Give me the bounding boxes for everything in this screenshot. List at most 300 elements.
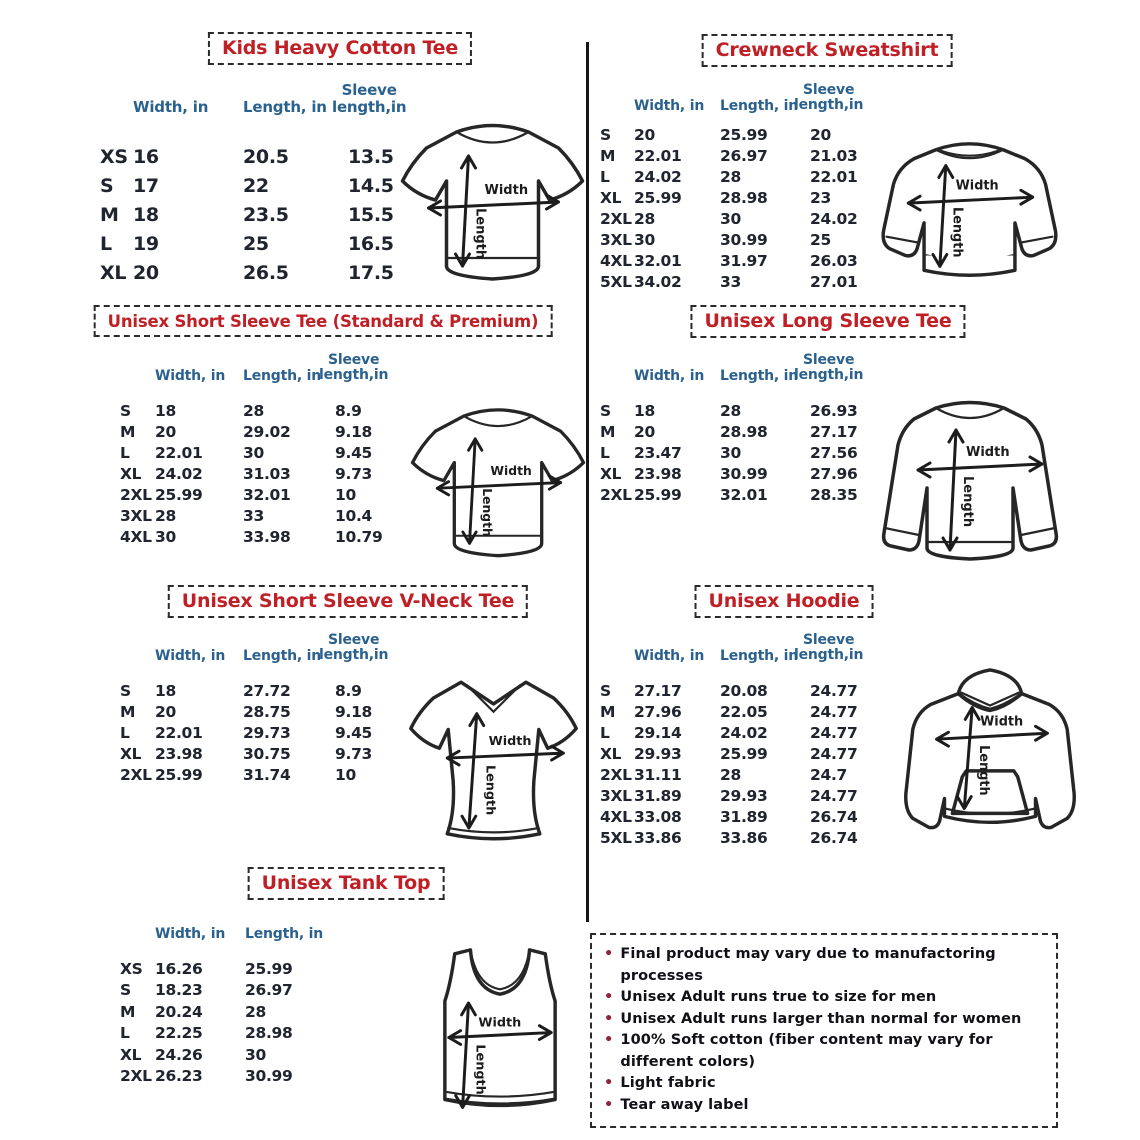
size-label: L xyxy=(120,723,130,742)
table-row xyxy=(600,701,898,722)
size-table xyxy=(600,400,898,505)
width-value: 28 xyxy=(634,209,655,228)
length-value: 33.98 xyxy=(243,527,291,546)
length-value: 25.99 xyxy=(720,125,768,144)
length-arrow-label: Length xyxy=(479,488,494,537)
size-table xyxy=(120,400,415,547)
length-value: 30.99 xyxy=(720,464,768,483)
length-value: 28.98 xyxy=(245,1024,293,1043)
size-label: L xyxy=(100,232,112,255)
table-row xyxy=(600,463,898,484)
size-label: XS xyxy=(100,145,128,168)
sleeve-value: 25 xyxy=(810,230,831,249)
table-row xyxy=(100,171,426,200)
length-value: 30 xyxy=(720,209,741,228)
width-value: 25.99 xyxy=(634,188,682,207)
length-value: 32.01 xyxy=(243,485,291,504)
table-row xyxy=(600,250,898,271)
length-value: 26.97 xyxy=(720,146,768,165)
column-header-length: Length, in xyxy=(720,648,799,664)
sleeve-value: 27.17 xyxy=(810,422,858,441)
section-title: Crewneck Sweatshirt xyxy=(702,34,953,67)
size-label: L xyxy=(600,723,610,742)
column-header-width: Width, in xyxy=(634,648,705,664)
section-title: Unisex Long Sleeve Tee xyxy=(690,305,965,338)
size-label: 2XL xyxy=(600,765,632,784)
table-row xyxy=(120,526,415,547)
width-value: 25.99 xyxy=(155,765,203,784)
table-row xyxy=(120,1066,335,1088)
width-arrow-label: Width xyxy=(980,714,1024,730)
section-crewneck-sweatshirt xyxy=(595,28,1100,303)
length-value: 30.99 xyxy=(720,230,768,249)
width-arrow-label: Width xyxy=(955,178,999,194)
sleeve-value: 8.9 xyxy=(335,401,362,420)
size-label: XL xyxy=(100,261,127,284)
width-value: 25.99 xyxy=(155,485,203,504)
note-item xyxy=(604,1073,1044,1095)
sleeve-value: 24.77 xyxy=(810,702,858,721)
note-item xyxy=(604,1095,1044,1117)
width-value: 30 xyxy=(634,230,655,249)
length-value: 22.05 xyxy=(720,702,768,721)
width-value: 20 xyxy=(155,422,176,441)
column-header-width: Width, in xyxy=(133,98,209,116)
sleeve-value: 9.18 xyxy=(335,422,373,441)
table-row xyxy=(600,229,898,250)
size-label: S xyxy=(120,681,131,700)
sleeve-value: 14.5 xyxy=(348,174,394,197)
sleeve-value: 16.5 xyxy=(348,232,394,255)
sleeve-value: 9.45 xyxy=(335,723,373,742)
sleeve-value: 8.9 xyxy=(335,681,362,700)
length-arrow-label: Length xyxy=(482,764,498,816)
table-header xyxy=(600,78,898,114)
note-item xyxy=(604,944,1044,987)
sleeve-value: 10 xyxy=(335,485,356,504)
section-unisex-v-neck-tee xyxy=(85,580,590,860)
section-title: Unisex Short Sleeve V-Neck Tee xyxy=(168,585,528,618)
note-text: Final product may vary due to manufactoring processes xyxy=(620,946,996,984)
length-value: 23.5 xyxy=(243,203,289,226)
table-header xyxy=(120,914,335,942)
width-value: 23.98 xyxy=(155,744,203,763)
table-header xyxy=(120,348,415,384)
length-value: 24.02 xyxy=(720,723,768,742)
size-label: M xyxy=(120,702,136,721)
sleeve-value: 27.01 xyxy=(810,272,858,291)
bullet-icon: • xyxy=(604,1010,614,1027)
length-value: 31.74 xyxy=(243,765,291,784)
width-value: 31.11 xyxy=(634,765,682,784)
sleeve-value: 17.5 xyxy=(348,261,394,284)
v-neck-tee-illustration xyxy=(398,662,590,860)
column-header-sleeve: Sleeve length,in xyxy=(794,351,864,384)
column-header-length: Length, in xyxy=(243,648,322,664)
width-value: 30 xyxy=(155,527,176,546)
table-row xyxy=(120,484,415,505)
table-row xyxy=(120,1001,335,1023)
size-label: 5XL xyxy=(600,272,632,291)
size-table xyxy=(600,680,898,848)
width-value: 22.01 xyxy=(155,723,203,742)
width-value: 18 xyxy=(155,401,176,420)
sleeve-value: 9.73 xyxy=(335,464,373,483)
size-label: 5XL xyxy=(600,828,632,847)
section-title: Unisex Tank Top xyxy=(248,867,445,900)
width-arrow-label: Width xyxy=(478,1015,522,1031)
sleeve-value: 24.77 xyxy=(810,786,858,805)
table-row xyxy=(600,400,898,421)
size-table xyxy=(600,124,898,292)
width-value: 22.01 xyxy=(155,443,203,462)
width-value: 34.02 xyxy=(634,272,682,291)
section-unisex-hoodie xyxy=(595,580,1105,860)
length-value: 31.03 xyxy=(243,464,291,483)
table-header xyxy=(120,628,415,664)
column-header-sleeve: Sleeve length,in xyxy=(794,81,864,114)
size-label: 3XL xyxy=(600,786,632,805)
width-value: 23.98 xyxy=(634,464,682,483)
length-arrow-label: Length xyxy=(472,208,488,260)
column-header-sleeve: Sleeve length,in xyxy=(794,631,864,664)
size-label: 4XL xyxy=(600,807,632,826)
table-row xyxy=(120,1044,335,1066)
width-value: 33.86 xyxy=(634,828,682,847)
table-header xyxy=(100,80,426,116)
width-value: 20 xyxy=(634,422,655,441)
width-value: 22.01 xyxy=(634,146,682,165)
length-value: 31.97 xyxy=(720,251,768,270)
table-row xyxy=(600,208,898,229)
length-value: 28 xyxy=(245,1002,266,1021)
size-label: M xyxy=(600,422,616,441)
table-row xyxy=(600,145,898,166)
table-row xyxy=(120,421,415,442)
bullet-icon: • xyxy=(604,1096,614,1113)
sleeve-value: 24.02 xyxy=(810,209,858,228)
length-value: 30 xyxy=(245,1045,266,1064)
width-value: 31.89 xyxy=(634,786,682,805)
length-value: 26.97 xyxy=(245,981,293,1000)
sleeve-value: 26.93 xyxy=(810,401,858,420)
table-row xyxy=(600,421,898,442)
column-header-sleeve: Sleeve length,in xyxy=(319,351,389,384)
sleeve-value: 26.74 xyxy=(810,828,858,847)
width-arrow-label: Width xyxy=(484,183,529,198)
width-value: 18 xyxy=(634,401,655,420)
length-value: 30 xyxy=(720,443,741,462)
section-title: Kids Heavy Cotton Tee xyxy=(208,32,472,65)
table-row xyxy=(600,743,898,764)
table-row xyxy=(600,680,898,701)
table-row xyxy=(600,271,898,292)
size-label: 4XL xyxy=(120,527,152,546)
size-label: M xyxy=(600,702,616,721)
section-unisex-tank-top xyxy=(85,862,590,1140)
width-value: 17 xyxy=(133,174,159,197)
notes-box xyxy=(590,933,1058,1128)
size-label: L xyxy=(600,443,610,462)
width-arrow-label: Width xyxy=(488,734,532,750)
width-value: 20 xyxy=(634,125,655,144)
bullet-icon: • xyxy=(604,1032,614,1048)
length-value: 28 xyxy=(720,765,741,784)
column-header-width: Width, in xyxy=(155,648,226,664)
width-value: 24.02 xyxy=(155,464,203,483)
table-row xyxy=(600,124,898,145)
column-header-sleeve: Sleeve length,in xyxy=(319,631,389,664)
table-row xyxy=(600,827,898,848)
table-row xyxy=(600,785,898,806)
width-value: 16 xyxy=(133,145,159,168)
table-row xyxy=(600,166,898,187)
width-value: 24.26 xyxy=(155,1045,203,1064)
sleeve-value: 10.79 xyxy=(335,527,383,546)
table-row xyxy=(600,187,898,208)
size-label: M xyxy=(600,146,616,165)
sleeve-value: 22.01 xyxy=(810,167,858,186)
note-item xyxy=(604,1009,1044,1031)
size-label: 3XL xyxy=(600,230,632,249)
length-arrow-label: Length xyxy=(976,745,992,796)
length-value: 32.01 xyxy=(720,485,768,504)
size-label: 2XL xyxy=(600,485,632,504)
column-header-length: Length, in xyxy=(245,926,324,942)
sleeve-value: 28.35 xyxy=(810,485,858,504)
table-row xyxy=(120,1023,335,1045)
column-header-length: Length, in xyxy=(243,98,327,116)
note-text: Light fabric xyxy=(620,1075,716,1091)
table-row xyxy=(120,958,335,980)
tank-top-illustration xyxy=(420,942,580,1134)
table-row xyxy=(120,722,415,743)
width-value: 28 xyxy=(155,506,176,525)
column-header-width: Width, in xyxy=(634,98,705,114)
width-value: 33.08 xyxy=(634,807,682,826)
column-header-length: Length, in xyxy=(243,368,322,384)
column-header-length: Length, in xyxy=(720,368,799,384)
sleeve-value: 15.5 xyxy=(348,203,394,226)
sleeve-value: 20 xyxy=(810,125,831,144)
sleeve-value: 10 xyxy=(335,765,356,784)
size-label: L xyxy=(120,1024,130,1043)
width-value: 24.02 xyxy=(634,167,682,186)
sleeve-value: 26.74 xyxy=(810,807,858,826)
note-text: Tear away label xyxy=(620,1096,749,1113)
width-value: 25.99 xyxy=(634,485,682,504)
table-row xyxy=(120,980,335,1002)
size-label: S xyxy=(120,981,131,1000)
section-kids-heavy-cotton-tee xyxy=(90,28,590,298)
hoodie-illustration xyxy=(878,660,1103,853)
size-label: XL xyxy=(600,188,622,207)
sleeve-value: 21.03 xyxy=(810,146,858,165)
size-label: 4XL xyxy=(600,251,632,270)
column-header-sleeve: Sleeve length,in xyxy=(332,81,407,117)
length-value: 25 xyxy=(243,232,269,255)
width-value: 18.23 xyxy=(155,981,203,1000)
size-label: L xyxy=(120,443,130,462)
width-value: 20.24 xyxy=(155,1002,203,1021)
width-value: 20 xyxy=(155,702,176,721)
note-item xyxy=(604,1030,1044,1073)
length-value: 33 xyxy=(720,272,741,291)
sleeve-value: 24.77 xyxy=(810,681,858,700)
size-label: S xyxy=(600,681,611,700)
note-text: Unisex Adult runs true to size for men xyxy=(620,989,937,1005)
length-value: 29.02 xyxy=(243,422,291,441)
width-arrow-label: Width xyxy=(490,463,532,478)
sleeve-value: 26.03 xyxy=(810,251,858,270)
size-label: 2XL xyxy=(120,485,152,504)
column-header-width: Width, in xyxy=(634,368,705,384)
size-table xyxy=(100,142,426,287)
size-label: M xyxy=(120,1002,136,1021)
sleeve-value: 9.73 xyxy=(335,744,373,763)
length-value: 28.98 xyxy=(720,188,768,207)
length-value: 25.99 xyxy=(245,959,293,978)
size-label: L xyxy=(600,167,610,186)
length-value: 33 xyxy=(243,506,264,525)
section-title: Unisex Hoodie xyxy=(695,585,874,618)
sleeve-value: 24.77 xyxy=(810,744,858,763)
table-row xyxy=(120,400,415,421)
table-row xyxy=(120,505,415,526)
table-header xyxy=(600,348,898,384)
table-row xyxy=(600,484,898,505)
length-arrow-label: Length xyxy=(960,476,975,528)
length-value: 31.89 xyxy=(720,807,768,826)
note-text: Unisex Adult runs larger than normal for women xyxy=(620,1010,1022,1027)
table-row xyxy=(600,722,898,743)
length-value: 30.75 xyxy=(243,744,291,763)
sleeve-value: 9.45 xyxy=(335,443,373,462)
size-label: XL xyxy=(600,464,622,483)
table-row xyxy=(120,463,415,484)
sleeve-value: 27.96 xyxy=(810,464,858,483)
bullet-icon: • xyxy=(604,989,614,1005)
table-row xyxy=(600,806,898,827)
sleeve-value: 10.4 xyxy=(335,506,373,525)
sleeve-value: 9.18 xyxy=(335,702,373,721)
table-row xyxy=(120,764,415,785)
table-row xyxy=(100,142,426,171)
width-value: 19 xyxy=(133,232,159,255)
width-value: 29.14 xyxy=(634,723,682,742)
section-title: Unisex Short Sleeve Tee (Standard & Premium) xyxy=(94,305,553,337)
size-label: 2XL xyxy=(120,765,152,784)
length-value: 28.75 xyxy=(243,702,291,721)
length-value: 20.5 xyxy=(243,145,289,168)
length-value: 29.73 xyxy=(243,723,291,742)
tee-illustration xyxy=(403,392,593,575)
length-arrow-label: Length xyxy=(472,1044,488,1095)
size-label: M xyxy=(100,203,119,226)
length-value: 30.99 xyxy=(245,1067,293,1086)
size-label: XL xyxy=(120,744,142,763)
length-value: 28.98 xyxy=(720,422,768,441)
size-label: XL xyxy=(120,1045,142,1064)
sleeve-value: 24.77 xyxy=(810,723,858,742)
section-unisex-short-sleeve-tee xyxy=(85,300,590,578)
width-value: 18 xyxy=(155,681,176,700)
width-value: 26.23 xyxy=(155,1067,203,1086)
width-value: 29.93 xyxy=(634,744,682,763)
column-header-length: Length, in xyxy=(720,98,799,114)
length-arrow-label: Length xyxy=(949,207,965,258)
size-label: 2XL xyxy=(600,209,632,228)
bullet-icon: • xyxy=(604,1075,614,1091)
table-row xyxy=(100,200,426,229)
table-row xyxy=(100,258,426,287)
length-value: 20.08 xyxy=(720,681,768,700)
size-label: 2XL xyxy=(120,1067,152,1086)
size-label: M xyxy=(120,422,136,441)
width-value: 22.25 xyxy=(155,1024,203,1043)
length-value: 25.99 xyxy=(720,744,768,763)
sleeve-value: 27.56 xyxy=(810,443,858,462)
length-value: 29.93 xyxy=(720,786,768,805)
size-label: 3XL xyxy=(120,506,152,525)
width-arrow-label: Width xyxy=(966,445,1010,460)
long-sleeve-tee-illustration xyxy=(858,388,1088,578)
width-value: 18 xyxy=(133,203,159,226)
section-unisex-long-sleeve-tee xyxy=(595,300,1100,578)
width-value: 20 xyxy=(133,261,159,284)
column-header-width: Width, in xyxy=(155,368,226,384)
note-item xyxy=(604,987,1044,1009)
length-value: 28 xyxy=(243,401,264,420)
table-row xyxy=(120,442,415,463)
width-value: 23.47 xyxy=(634,443,682,462)
width-value: 27.17 xyxy=(634,681,682,700)
size-table xyxy=(120,958,335,1087)
table-row xyxy=(100,229,426,258)
size-label: S xyxy=(120,401,131,420)
size-label: S xyxy=(100,174,114,197)
size-label: XL xyxy=(600,744,622,763)
sleeve-value: 23 xyxy=(810,188,831,207)
column-header-width: Width, in xyxy=(155,926,226,942)
sleeve-value: 24.7 xyxy=(810,765,848,784)
tee-illustration xyxy=(390,108,595,298)
width-value: 27.96 xyxy=(634,702,682,721)
length-value: 27.72 xyxy=(243,681,291,700)
sleeve-value: 13.5 xyxy=(348,145,394,168)
sweatshirt-illustration xyxy=(857,130,1082,293)
table-row xyxy=(120,680,415,701)
size-label: S xyxy=(600,401,611,420)
length-value: 33.86 xyxy=(720,828,768,847)
size-label: S xyxy=(600,125,611,144)
length-value: 30 xyxy=(243,443,264,462)
size-label: XL xyxy=(120,464,142,483)
length-value: 26.5 xyxy=(243,261,289,284)
length-value: 28 xyxy=(720,167,741,186)
table-header xyxy=(600,628,898,664)
table-row xyxy=(600,764,898,785)
table-row xyxy=(600,442,898,463)
bullet-icon: • xyxy=(604,946,614,962)
table-row xyxy=(120,743,415,764)
length-value: 22 xyxy=(243,174,269,197)
table-row xyxy=(120,701,415,722)
note-text: 100% Soft cotton (fiber content may vary for different colors) xyxy=(620,1032,993,1070)
width-value: 16.26 xyxy=(155,959,203,978)
size-table xyxy=(120,680,415,785)
length-value: 28 xyxy=(720,401,741,420)
